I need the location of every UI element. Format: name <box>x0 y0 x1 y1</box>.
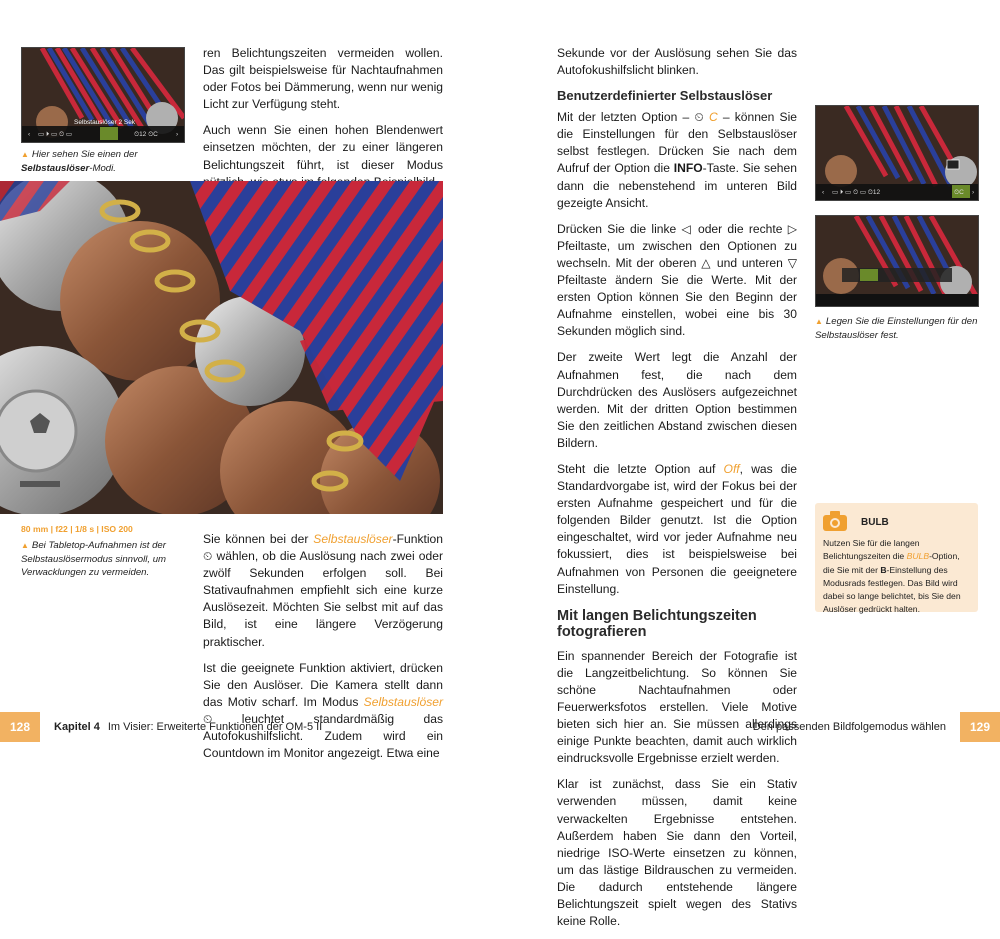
last-option-paragraph: Steht die letzte Option auf Off, was die Standardvorgabe ist, wird der Fokus bei der ersten Aufnahme gespeichert und für die folgenden Bilder genutzt. Ist die Option eingeschaltet, wird vor jeder Aufnahme neu fokussiert, dies ist beispielsweise bei Aufnahmen von Personen die geeignetere Einstellung. <box>557 461 797 596</box>
right-main-column <box>557 45 797 939</box>
menu-screenshot-left <box>21 47 185 143</box>
photo-caption: ▲ Bei Tabletop-Aufnahmen ist der Selbstauslösermodus sinnvoll, um Verwacklungen zu vermeiden. <box>21 540 167 579</box>
left-footer <box>0 712 322 742</box>
tip-text: Nutzen Sie für die langen Belichtungszeiten die BULB-Option, die Sie mit der B-Einstellung des Modusrads festlegen. Das Bild wird dabei so lange belichtet, bis Sie den Auslöser gedrückt halten. <box>823 538 961 615</box>
svg-text:›: › <box>972 189 975 196</box>
svg-text:‹: ‹ <box>28 131 31 138</box>
heading-custom-selftimer: Benutzerdefinierter Selbstauslöser <box>557 88 773 104</box>
right-footer <box>753 712 1000 742</box>
continuation-paragraph: Sekunde vor der Auslösung sehen Sie das Autofokushilfslicht blinken. <box>557 46 797 78</box>
menu-screenshot-right-top <box>815 105 979 201</box>
long-exposure-paragraph-2: Klar ist zunächst, dass Sie ein Stativ verwenden müssen, damit keine verwackelten Ergebnisse entstehen. Außerdem haben Sie dann den Vorteil, niedrige ISO-Werte einsetzen zu können, um das lästige Bildrauschen zu vermeiden. Die dadurch entstehende längere Belichtungszeit spielt wegen des Stativs keine Rolle. <box>557 777 797 929</box>
chapter-label: Kapitel 4 <box>54 721 100 733</box>
medals-thumbnail-image <box>816 106 978 200</box>
medals-thumbnail-image <box>22 48 184 142</box>
arrow-keys-paragraph: Drücken Sie die linke ◁ oder die rechte ▷ Pfeiltaste, um zwischen den Optionen zu wechseln. Mit der oberen △ und unteren ▽ Pfeiltaste ändern Sie die Werte. Mit der ersten Option können Sie den Beginn der Aufnahme einstellen, wobei eine bis 30 Sekunden möglich sind. <box>557 221 797 339</box>
intro-paragraph-1: ren Belichtungszeiten vermeiden wollen. Das gilt beispielsweise für Nachtaufnahmen oder Fotos bei Dämmerung, wenn nur wenig Licht zur Verfügung steht. <box>203 46 443 112</box>
left-intro-column <box>203 45 443 200</box>
custom-option-paragraph: Mit der letzten Option – ⏲ C – können Sie die Einstellungen für den Selbstauslöser selbst festlegen. Drücken Sie nach dem Aufruf der Option die INFO-Taste. Sie sehen dann die nebenstehend im unteren Bild gezeigte Ansicht. <box>557 110 798 210</box>
heading-long-exposure: Mit langen Belichtungszeiten fotografieren <box>557 607 757 640</box>
menu-overlay-text: Selbstauslöser 2 Sek <box>74 119 136 126</box>
bulb-tip-box <box>815 503 978 615</box>
camera-icon <box>823 511 847 531</box>
medals-thumbnail-image <box>816 216 978 306</box>
svg-text:⏲12 ⏲C: ⏲12 ⏲C <box>134 131 158 138</box>
svg-text:⏲C: ⏲C <box>954 189 964 196</box>
svg-text:‹: ‹ <box>822 189 825 196</box>
photo-exif: 80 mm | f22 | 1/8 s | ISO 200 <box>21 524 133 534</box>
selftimer-paragraph: Sie können bei der Selbstauslöser-Funktion ⏲ wählen, ob die Auslösung nach zwei oder zwölf Sekunden erfolgen soll. Bei Stativaufnahmen empfiehlt sich eine kurze Auslösezeit. Möchten Sie selbst mit auf das Bild, ist eine längere Verzögerung praktischer. <box>203 532 443 649</box>
caption-triangle-icon: ▲ <box>21 541 29 550</box>
svg-text:›: › <box>176 131 179 138</box>
svg-text:▭ ⏵ ▭ ⏲ ▭: ▭ ⏵ ▭ ⏲ ▭ <box>38 131 72 138</box>
medals-photo <box>0 181 443 514</box>
second-value-paragraph: Der zweite Wert legt die Anzahl der Aufnahmen fest, die nach dem Durchdrücken des Auslösers aufgezeichnet werden. Mit der dritten Option bestimmen Sie den zeitlichen Abstand zwischen diesen Bildern. <box>557 350 797 450</box>
page-number-right: 129 <box>960 712 1000 742</box>
activate-paragraph: Ist die geeignete Funktion aktiviert, drücken Sie den Auslöser. Die Kamera stellt dann das Motiv scharf. Im Modus Selbstauslöser ⏲ leuchtet standardmäßig das Autofokushilfslicht. Zudem wird ein Countdown im Monitor angezeigt. Etwa eine <box>203 660 443 761</box>
side-caption-right: ▲ Legen Sie die Einstellungen für den Selbstauslöser fest. <box>815 316 978 341</box>
svg-text:▭ ⏵ ▭ ⏲ ▭ ⏲12: ▭ ⏵ ▭ ⏲ ▭ ⏲12 <box>832 189 881 196</box>
screenshot-caption-left: ▲ Hier sehen Sie einen der Selbstauslöser-Modi. <box>21 149 138 174</box>
menu-screenshot-right-bottom <box>815 215 979 307</box>
page-number-left: 128 <box>0 712 40 742</box>
caption-triangle-icon: ▲ <box>21 150 29 159</box>
section-title: Den passenden Bildfolgemodus wählen <box>752 721 946 733</box>
caption-triangle-icon: ▲ <box>815 317 823 326</box>
chapter-title: Im Visier: Erweiterte Funktionen der OM-5 II <box>107 721 323 733</box>
tip-title: BULB <box>861 517 889 528</box>
intro-paragraph-2: Auch wenn Sie einen hohen Blendenwert einsetzen möchten, der zu einer längeren Belichtungszeit führt, ist dieser Modus <box>203 123 443 172</box>
long-exposure-paragraph-1: Ein spannender Bereich der Fotografie ist die Langzeitbelichtung. So können Sie schöne Nachtaufnahmen oder Feuerwerksfotos erstellen. Viele Motive bieten sich hier an. Sie müssen allerdings einige Punkte beachten, damit auch wirklich eindrucksvolle Ergebnisse erzielt werden. <box>557 648 797 766</box>
